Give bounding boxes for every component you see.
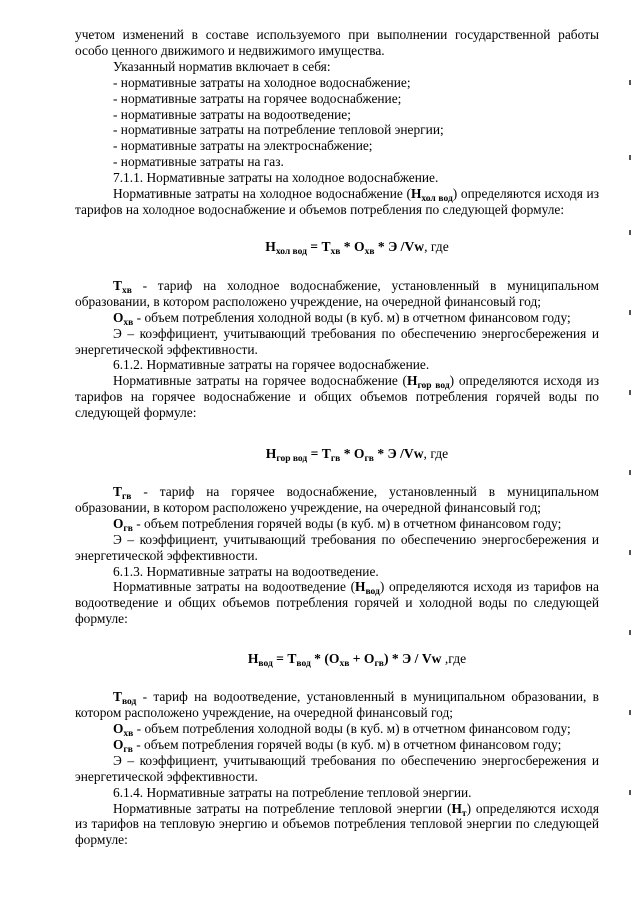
formula-hot-water: $Н_{гор вод} = Т_{гв} * О_{гв} * Э$ /Vw, где	[265, 446, 449, 465]
scan-edge-marks	[629, 60, 633, 840]
definition-volume-hot: $О_{гв}$ - объем потребления горячей воды (в куб. м) в отчетном финансовом году;	[113, 515, 562, 534]
paragraph-drainage: Нормативные затраты на водоотведение $(Н_{вод})$ определяются исходя из тарифов на водоотведение и общих объемов потребления горячей и холодной воды по следующей формуле:	[75, 579, 599, 627]
section-title-hot-water: 6.1.2. Нормативные затраты на горячее водоснабжение.	[113, 357, 430, 373]
list-item: - нормативные затраты на холодное водоснабжение;	[113, 74, 411, 90]
list-item: - нормативные затраты на потребление тепловой энергии;	[113, 122, 444, 138]
section-title-heat: 6.1.4. Нормативные затраты на потребление тепловой энергии.	[113, 784, 472, 800]
includes-heading: Указанный норматив включает в себя:	[113, 58, 331, 74]
definition-coefficient: Э – коэффициент, учитывающий требования по обеспечению энергосбережения и энергетической эффективности.	[75, 531, 599, 563]
list-item: - нормативные затраты на газ.	[113, 154, 284, 170]
definition-volume-cold: $О_{хв}$ - объем потребления холодной воды (в куб. м) в отчетном финансовом году;	[113, 309, 571, 328]
list-item: - нормативные затраты на горячее водоснабжение;	[113, 90, 402, 106]
paragraph-cold-water: Нормативные затраты на холодное водоснабжение $(Н_{хол вод})$ определяются исходя из тарифов на холодное водоснабжение и объемов потребления по следующей формуле:	[75, 186, 599, 217]
paragraph-hot-water: Нормативные затраты на горячее водоснабжение $(Н_{гор вод})$ определяются исходя из тарифов на горячее водоснабжение и общих объемов потребления горячей воды по следующей формуле:	[75, 373, 599, 421]
list-item: - нормативные затраты на водоотведение;	[113, 106, 351, 122]
document-page	[75, 27, 599, 848]
formula-cold-water: $Н_{хол вод} = Т_{хв} * О_{хв} * Э$ /Vw, где	[265, 238, 449, 257]
paragraph-heat: Нормативные затраты на потребление тепловой энергии $(Н_т)$ определяются исходя из тарифов на тепловую энергию и объемов потребления тепловой энергии по следующей формуле:	[75, 800, 599, 848]
section-title-drainage: 6.1.3. Нормативные затраты на водоотведение.	[113, 563, 379, 579]
definition-tariff-cold: $Т_{хв}$ - тариф на холодное водоснабжение, установленный в муниципальном образовании, в котором расположено учреждение, на очередной финансовый год;	[75, 277, 599, 309]
formula-drainage: $Н_{вод} = Т_{вод} * (О_{хв} + О_{гв}) * Э / Vw$ ,где	[247, 651, 467, 670]
definition-tariff-drainage: $Т_{вод}$ - тариф на водоотведение, установленный в муниципальном образовании, в котором расположено учреждение, на очередной финансовый год;	[75, 689, 599, 721]
definition-coefficient: Э – коэффициент, учитывающий требования по обеспечению энергосбережения и энергетической эффективности.	[75, 325, 599, 357]
includes-list	[75, 75, 599, 170]
definition-coefficient: Э – коэффициент, учитывающий требования по обеспечению энергосбережения и энергетической эффективности.	[75, 752, 599, 784]
intro-line-1: учетом изменений в составе используемого при выполнении государственной работы	[75, 27, 599, 42]
section-title-cold-water: 7.1.1. Нормативные затраты на холодное водоснабжение.	[113, 170, 439, 186]
intro-line-2: особо ценного движимого и недвижимого имущества.	[75, 42, 385, 58]
definition-tariff-hot: $Т_{гв}$ - тариф на горячее водоснабжение, установленный в муниципальном образовании, в котором расположено учреждение, на очередной финансовый год;	[75, 484, 599, 515]
definition-volume-cold: $О_{хв}$ - объем потребления холодной воды (в куб. м) в отчетном финансовом году;	[113, 721, 571, 739]
definition-volume-hot: $О_{гв}$ - объем потребления горячей воды (в куб. м) в отчетном финансовом году;	[113, 736, 562, 755]
list-item: - нормативные затраты на электроснабжение;	[113, 138, 373, 154]
